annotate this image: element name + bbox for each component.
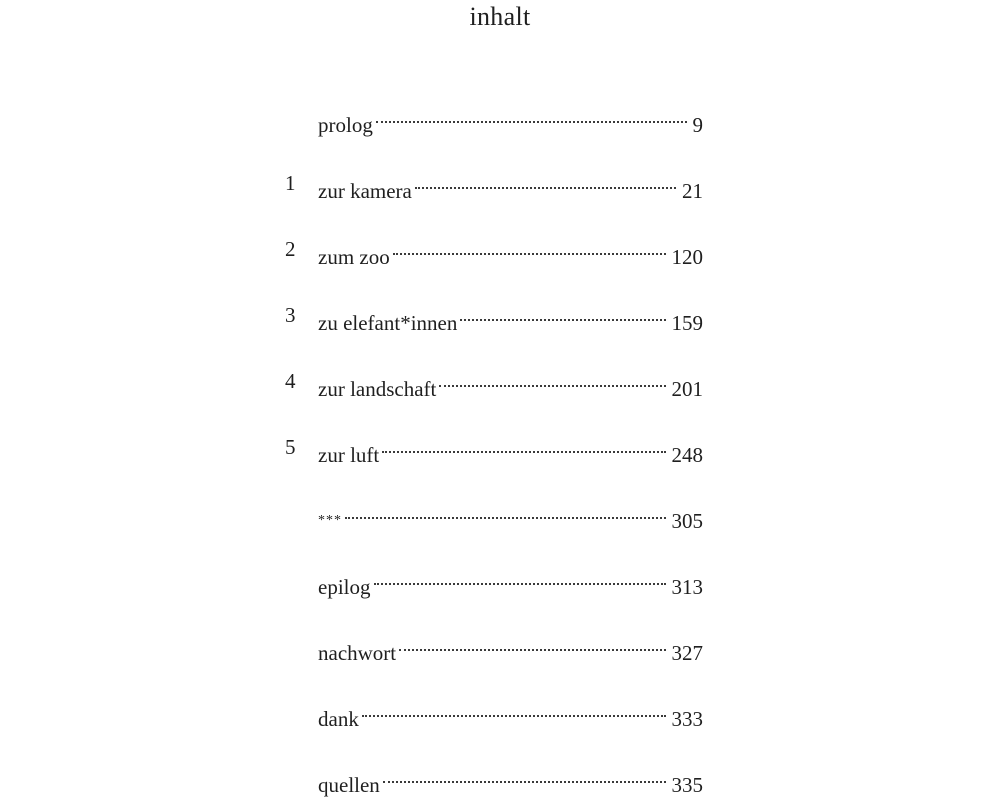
toc-entry-main <box>318 366 703 404</box>
page-number: 313 <box>671 575 703 599</box>
page-number: 159 <box>671 311 703 335</box>
dot-leader <box>362 696 666 726</box>
chapter-title: zur landschaft <box>318 377 437 401</box>
chapter-title: epilog <box>318 575 371 599</box>
dot-leader <box>415 168 676 198</box>
toc-entry-main <box>318 696 703 734</box>
page-number: 120 <box>671 245 703 269</box>
dot-leader <box>382 432 665 462</box>
dot-leader <box>393 234 666 264</box>
toc-entry-main <box>318 630 703 668</box>
chapter-number: 2 <box>285 237 296 261</box>
dot-leader <box>376 102 687 132</box>
page-number: 248 <box>671 443 703 467</box>
toc-entry-main <box>318 432 703 470</box>
chapter-number: 5 <box>285 435 296 459</box>
toc-entry-main <box>318 300 703 338</box>
dot-leader <box>399 630 665 660</box>
chapter-number: 1 <box>285 171 296 195</box>
chapter-title: zur kamera <box>318 179 412 203</box>
toc-entry-epilog[interactable] <box>285 564 703 599</box>
toc-entry-main <box>318 762 703 800</box>
section-break-label: *** <box>318 513 342 528</box>
toc-entry-prolog[interactable] <box>285 102 703 137</box>
toc-entry-nachwort[interactable] <box>285 630 703 665</box>
toc-entry-main <box>318 234 703 272</box>
dot-leader <box>345 498 666 528</box>
chapter-title: zu elefant*innen <box>318 311 458 335</box>
page-number: 335 <box>671 773 703 797</box>
chapter-title: prolog <box>318 113 373 137</box>
toc-entry-dank[interactable] <box>285 696 703 731</box>
page-number: 305 <box>671 509 703 533</box>
chapter-title: nachwort <box>318 641 397 665</box>
chapter-title: dank <box>318 707 359 731</box>
chapter-title: quellen <box>318 773 380 797</box>
toc-entry-zur-landschaft[interactable] <box>285 366 703 401</box>
dot-leader <box>439 366 665 396</box>
toc-entry-main <box>318 102 703 140</box>
toc-entry-section-break[interactable] <box>285 498 703 533</box>
chapter-number: 4 <box>285 369 296 393</box>
dot-leader <box>460 300 665 330</box>
toc-entry-main <box>318 498 703 540</box>
toc-entry-main <box>318 168 703 206</box>
chapter-title: zum zoo <box>318 245 390 269</box>
toc-entry-zur-kamera[interactable] <box>285 168 703 203</box>
toc-entry-zu-elefantinnen[interactable] <box>285 300 703 335</box>
chapter-title: zur luft <box>318 443 380 467</box>
toc-entry-quellen[interactable] <box>285 762 703 797</box>
chapter-number: 3 <box>285 303 296 327</box>
page-number: 333 <box>671 707 703 731</box>
toc-entry-zur-luft[interactable] <box>285 432 703 467</box>
toc-entry-main <box>318 564 703 602</box>
page-title: inhalt <box>469 2 531 31</box>
page-number: 21 <box>682 179 703 203</box>
page-number: 201 <box>671 377 703 401</box>
page-number: 9 <box>692 113 703 137</box>
toc-entry-zum-zoo[interactable] <box>285 234 703 269</box>
dot-leader <box>374 564 666 594</box>
page-number: 327 <box>671 641 703 665</box>
dot-leader <box>383 762 666 792</box>
